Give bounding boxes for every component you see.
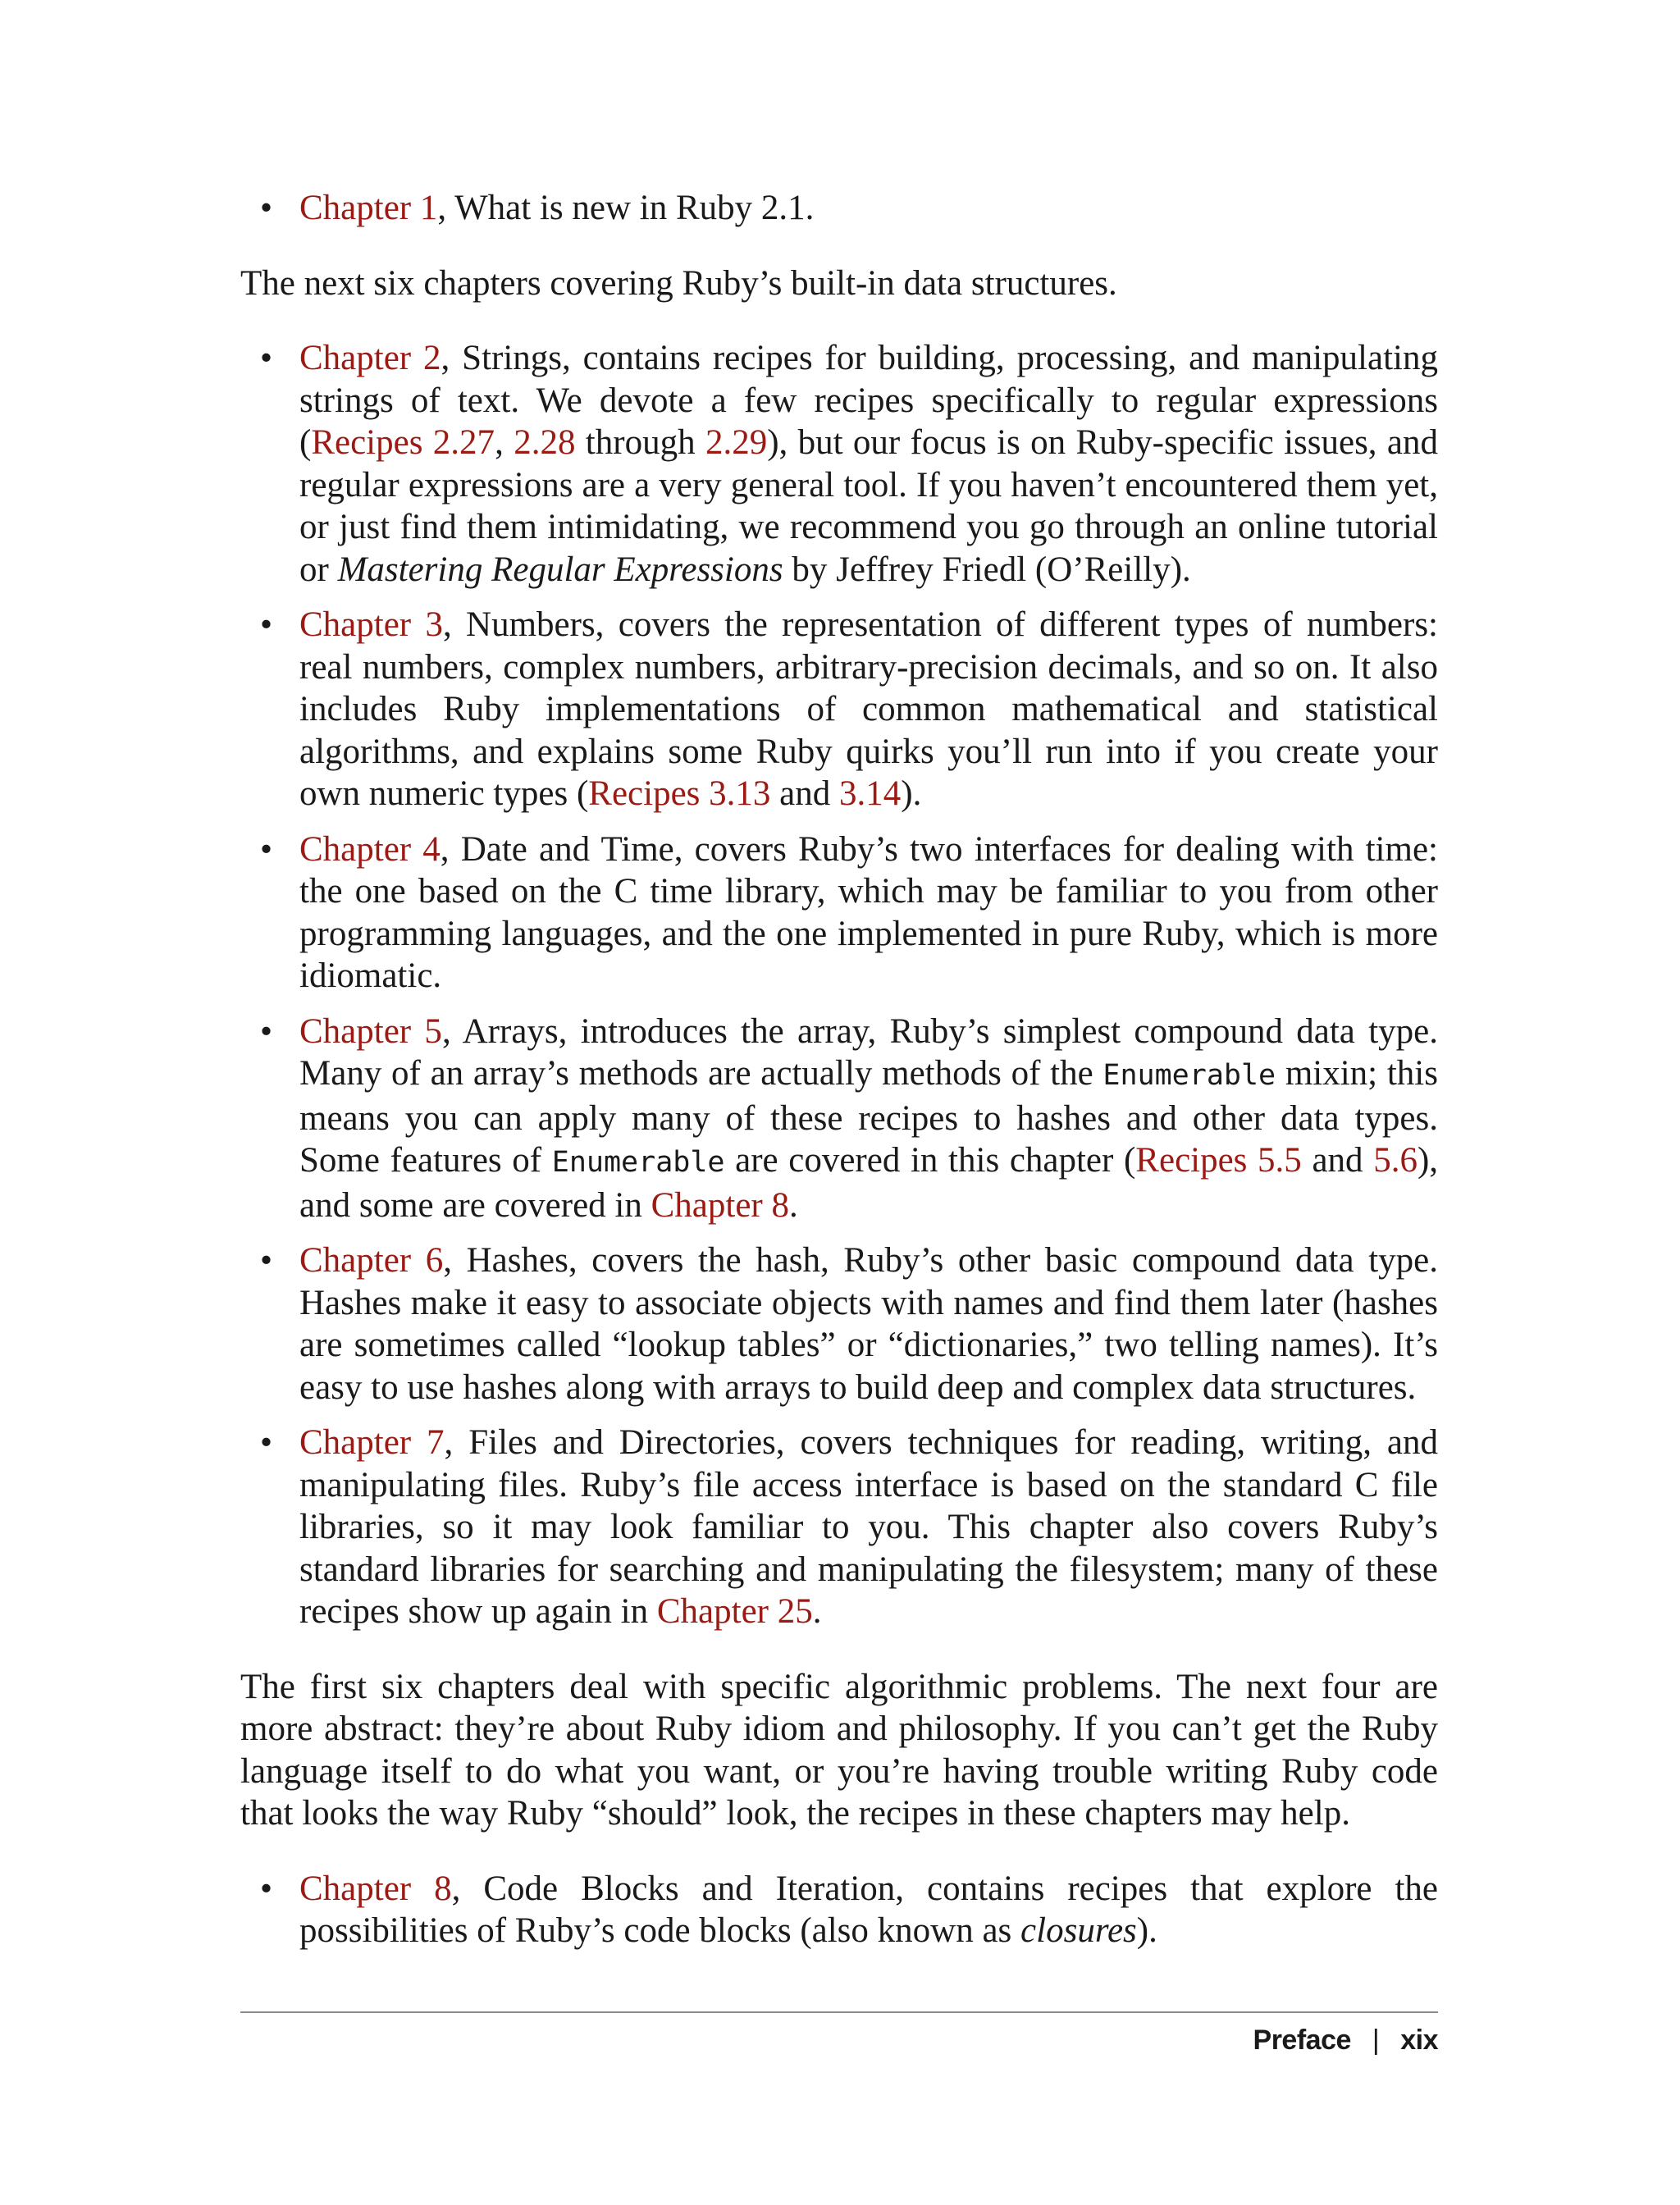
chapter-link[interactable]: Chapter 4: [299, 829, 441, 869]
chapter-link[interactable]: Chapter 2: [299, 339, 441, 377]
item-text: mixin; this means you can apply many of these recipes to hashes and other data types. Some features of: [299, 1054, 1438, 1180]
item-text: ), but our focus is on Ruby-specific issues, and regular expressions are a very general tool. If you haven’t encountered them yet, or just find them intimidating, we recommend you go through an online tutorial or: [299, 423, 1439, 589]
item-text: , Strings, contains recipes for building, processing, and manipulating strings of text. We devote a few recipes specifically to regular expressions (: [299, 339, 1438, 462]
chapter-list-intro: [240, 187, 1438, 230]
item-text: , Date and Time, covers Ruby’s two interfaces for dealing with time: the one based on the C time library, which may be familiar to you from other programming languages, and the one implemented in pure Ruby, which is more idiomatic.: [299, 829, 1438, 995]
list-item: [240, 1868, 1438, 1952]
item-text: .: [789, 1185, 798, 1225]
recipe-link[interactable]: Recipes 2.27: [311, 423, 495, 462]
item-text: .: [812, 1592, 822, 1631]
bullet-icon: •: [260, 605, 273, 644]
emphasis-term: closures: [1020, 1911, 1137, 1950]
item-text: ).: [1136, 1911, 1157, 1950]
item-text: by Jeffrey Friedl (O’Reilly).: [783, 550, 1191, 589]
list-item: [240, 1011, 1438, 1227]
recipe-link[interactable]: 2.28: [514, 423, 576, 462]
recipe-link[interactable]: Recipes 5.5: [1135, 1141, 1302, 1180]
bullet-icon: •: [260, 1011, 273, 1051]
page-number: xix: [1400, 2025, 1438, 2056]
chapter-list-data-structures: [240, 337, 1438, 1633]
item-text: , Numbers, covers the representation of different types of numbers: real numbers, complex numbers, arbitrary-precision decimals, and so on. It also includes Ruby implementations of common mathematical and statistical algorithms, and explains some Ruby quirks you’ll run into if you create your own numeric types (: [299, 605, 1438, 813]
chapter-list-idiom: [240, 1868, 1438, 1952]
list-item: [240, 1422, 1438, 1633]
item-text: , Code Blocks and Iteration, contains recipes that explore the possibilities of Ruby’s code blocks (also known as: [299, 1869, 1439, 1950]
item-text: through: [575, 423, 705, 462]
item-text: and: [1301, 1141, 1374, 1180]
bullet-icon: •: [260, 339, 273, 377]
chapter-link[interactable]: Chapter 25: [656, 1592, 813, 1631]
item-text: , Files and Directories, covers techniques for reading, writing, and manipulating files. Ruby’s file access interface is based on the standard C file libraries, so it may look familiar to you. This chapter also covers Ruby’s standard libraries for searching and manipulating the filesystem; many of these recipes show up again in: [299, 1423, 1439, 1631]
chapter-link[interactable]: Chapter 8: [299, 1869, 452, 1908]
book-title: Mastering Regular Expressions: [337, 550, 783, 589]
item-text: ).: [901, 774, 922, 813]
bullet-icon: •: [260, 1423, 273, 1462]
chapter-link[interactable]: Chapter 3: [299, 605, 443, 644]
list-item: [240, 829, 1438, 998]
recipe-link[interactable]: 2.29: [705, 423, 768, 462]
footer-divider: [240, 2011, 1438, 2013]
item-text: , Hashes, covers the hash, Ruby’s other basic compound data type. Hashes make it easy to associate objects with names and find them later (hashes are sometimes called “lookup tables” or “dictionaries,” two telling names). It’s easy to use hashes along with arrays to build deep and complex data structures.: [299, 1241, 1438, 1407]
paragraph-data-structures: The next six chapters covering Ruby’s built-in data structures.: [240, 263, 1117, 303]
recipe-link[interactable]: Recipes 3.13: [588, 774, 771, 813]
list-item: [240, 1239, 1438, 1408]
footer-separator: |: [1372, 2025, 1380, 2056]
page-footer: [1253, 2025, 1438, 2057]
page-content: [240, 187, 1438, 1985]
item-text: , What is new in Ruby 2.1.: [437, 189, 815, 227]
list-item: [240, 604, 1438, 815]
item-text: , Arrays, introduces the array, Ruby’s simplest compound data type. Many of an array’s methods are actually methods of the: [299, 1011, 1438, 1093]
item-text: are covered in this chapter (: [724, 1141, 1136, 1180]
list-item: [240, 187, 1438, 230]
code-term: Enumerable: [1102, 1059, 1276, 1092]
paragraph-idiom: The first six chapters deal with specific algorithmic problems. The next four are more abstract: they’re about Ruby idiom and philosophy. If you can’t get the Ruby language itself to do what you want, or you’re having trouble writing Ruby code that looks the way Ruby “should” look, the recipes in these chapters may help.: [240, 1667, 1438, 1833]
item-text: ), and some are covered in: [299, 1141, 1439, 1225]
bullet-icon: •: [260, 189, 273, 227]
item-text: ,: [495, 423, 514, 462]
bullet-icon: •: [260, 1869, 273, 1908]
chapter-link[interactable]: Chapter 7: [299, 1423, 445, 1462]
chapter-link[interactable]: Chapter 6: [299, 1241, 444, 1280]
recipe-link[interactable]: 3.14: [839, 774, 902, 813]
bullet-icon: •: [260, 829, 273, 869]
bullet-icon: •: [260, 1241, 273, 1280]
code-term: Enumerable: [551, 1146, 725, 1179]
list-item: [240, 337, 1438, 591]
recipe-link[interactable]: 5.6: [1373, 1141, 1418, 1180]
chapter-link[interactable]: Chapter 8: [651, 1185, 789, 1225]
chapter-link[interactable]: Chapter 1: [299, 189, 438, 227]
footer-section-title: Preface: [1253, 2025, 1351, 2056]
chapter-link[interactable]: Chapter 5: [299, 1011, 442, 1051]
item-text: and: [770, 774, 839, 813]
